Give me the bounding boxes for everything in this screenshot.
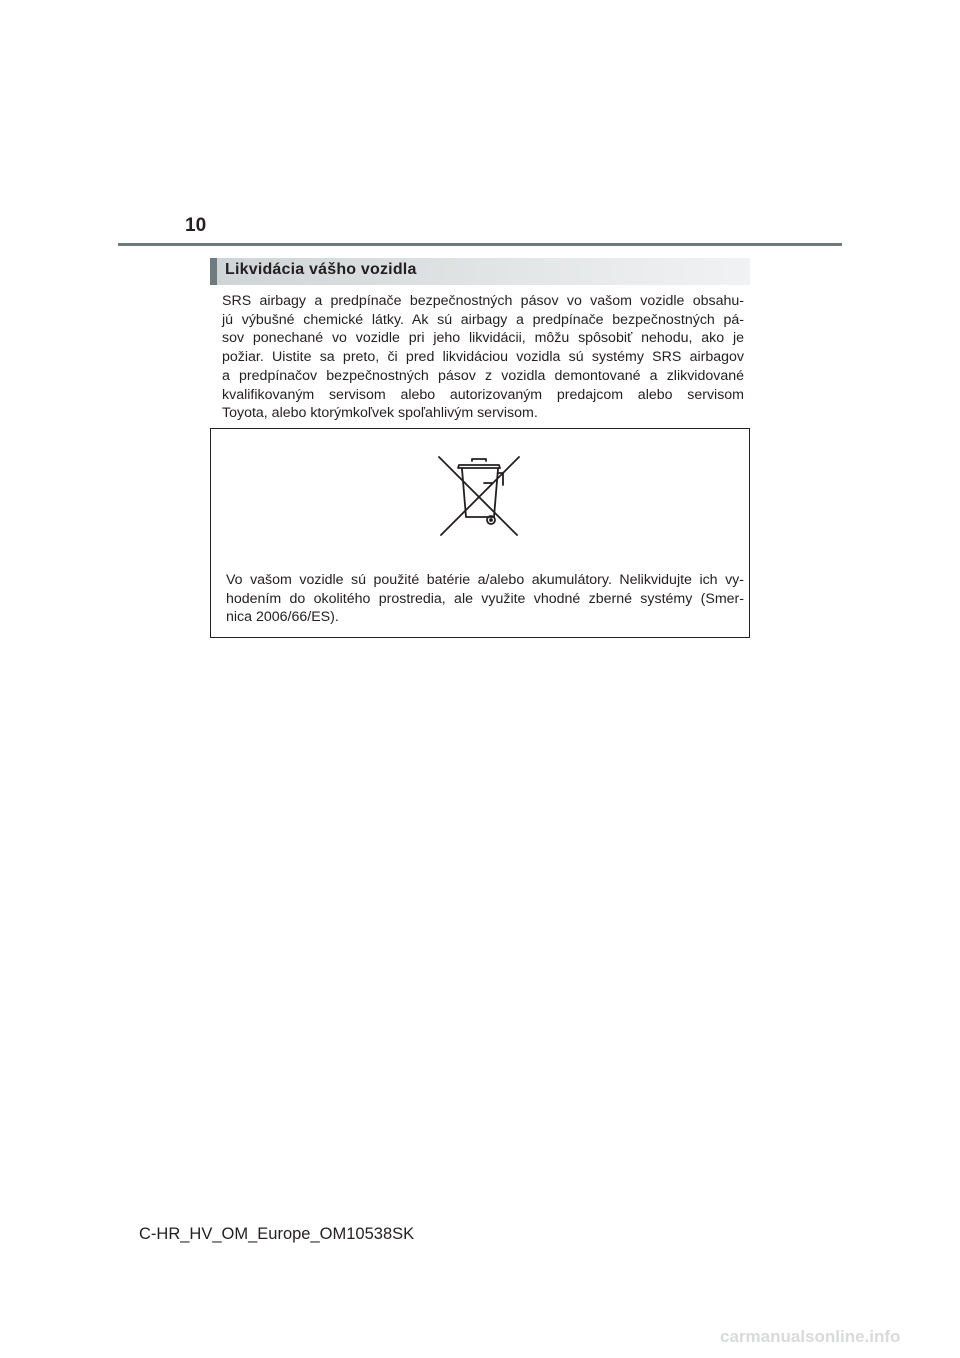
document-code: C-HR_HV_OM_Europe_OM10538SK — [139, 1225, 415, 1243]
section-body — [222, 292, 744, 423]
body-line: sov ponechané vo vozidle pri jeho likvidácii, môžu spôsobiť nehodu, ako je — [222, 330, 744, 347]
body-line: kvalifikovaným servisom alebo autorizovaným predajcom alebo servisom — [222, 386, 744, 403]
watermark-logo — [720, 1326, 948, 1346]
body-line: požiar. Uistite sa preto, či pred likvidáciou vozidla sú systémy SRS airbagov — [222, 349, 744, 366]
section-heading — [210, 258, 750, 285]
section-heading-title: Likvidácia vášho vozidla — [225, 261, 417, 278]
crossed-out-wheelie-bin-icon — [437, 455, 523, 539]
body-line: SRS airbagy a predpínače bezpečnostných pásov vo vašom vozidle obsahu- — [222, 293, 744, 309]
notice-text — [226, 571, 744, 627]
body-line: a predpínačov bezpečnostných pásov z vozidla demontované a zlikvidované — [222, 367, 744, 384]
body-line: Toyota, alebo ktorýmkoľvek spoľahlivým servisom. — [222, 405, 538, 422]
svg-text:carmanualsonline.info: carmanualsonline.info — [720, 1327, 901, 1346]
body-line: jú výbušné chemické látky. Ak sú airbagy a predpínače bezpečnostných pá- — [222, 311, 744, 328]
notice-line: Vo vašom vozidle sú použité batérie a/alebo akumulátory. Nelikvidujte ich vy- — [226, 572, 744, 588]
header-rule — [118, 243, 842, 246]
battery-disposal-notice — [210, 428, 750, 638]
page-number: 10 — [185, 215, 207, 236]
notice-line: nica 2006/66/ES). — [226, 609, 339, 626]
notice-line: hodením do okolitého prostredia, ale využite vhodné zberné systémy (Smer- — [226, 590, 744, 607]
